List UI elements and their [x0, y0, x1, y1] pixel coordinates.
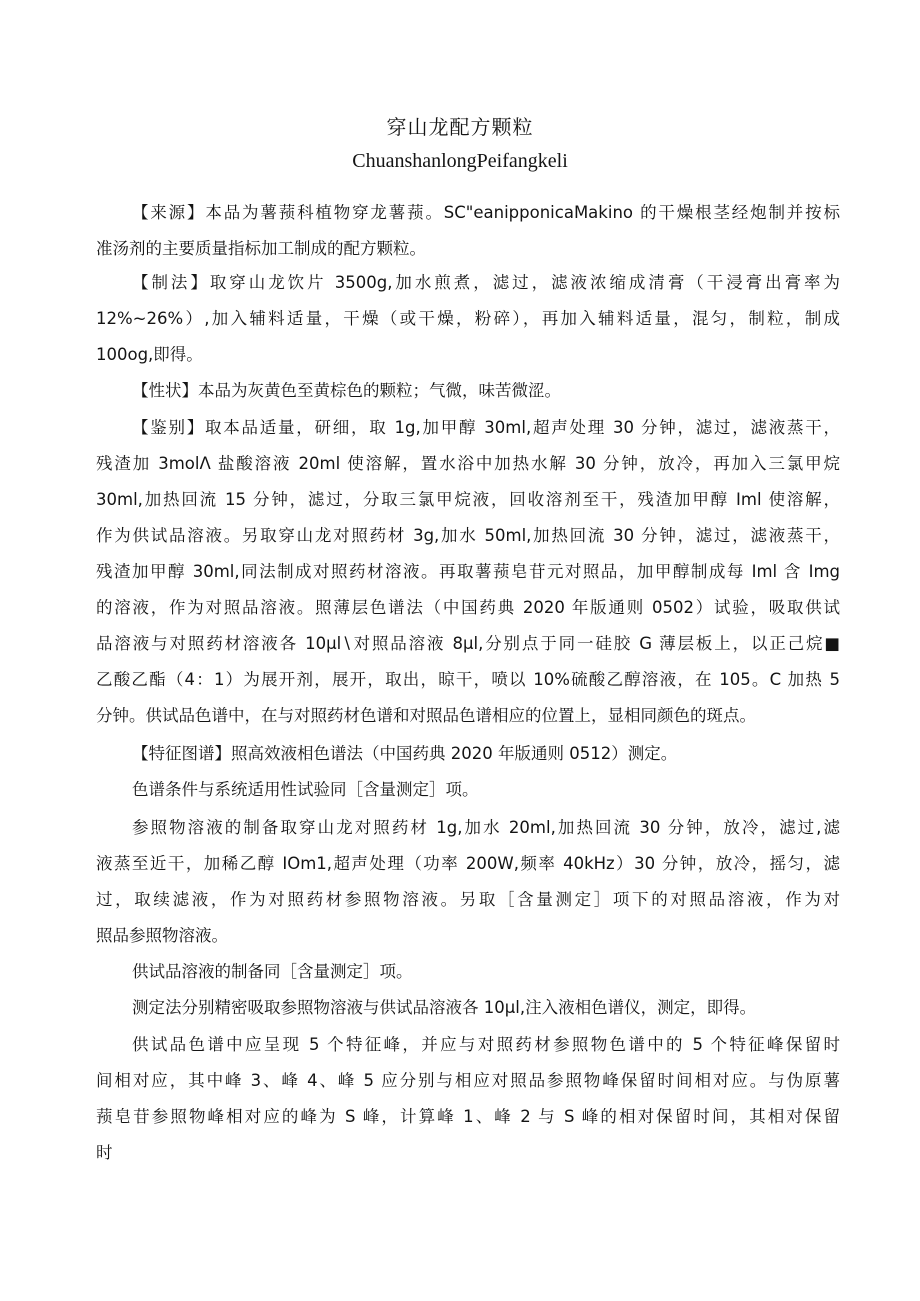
text-line: 残渣加 3molΛ 盐酸溶液 20ml 使溶解，置水浴中加热水解 30 分钟，放冷，再加入三氯甲烷 — [96, 454, 840, 473]
text-line: 【鉴别】取本品适量，研细，取 1g,加甲醇 30ml,超声处理 30 分钟，滤过，滤液蒸干， — [132, 418, 840, 437]
text-line: 供试品色谱中应呈现 5 个特征峰，并应与对照药材参照物色谱中的 5 个特征峰保留时 — [132, 1035, 840, 1054]
text-line: 测定法分别精密吸取参照物溶液与供试品溶液各 10μl,注入液相色谱仪，测定，即得。 — [132, 998, 757, 1017]
text-line: 色谱条件与系统适用性试验同［含量测定］项。 — [132, 780, 479, 799]
paragraph-identification — [96, 410, 840, 734]
text-line: 【特征图谱】照高效液相色谱法（中国药典 2020 年版通则 0512）测定。 — [132, 744, 678, 763]
text-line: 100og,即得。 — [96, 345, 203, 364]
text-line: 供试品溶液的制备同［含量测定］项。 — [132, 962, 413, 981]
paragraph-description — [96, 373, 840, 409]
text-line: 残渣加甲醇 30ml,同法制成对照药材溶液。再取薯蓣皂苷元对照品，加甲醇制成每 Iml 含 Img — [96, 562, 840, 581]
text-line: 的溶液，作为对照品溶液。照薄层色谱法（中国药典 2020 年版通则 0502）试验，吸取供试 — [96, 598, 840, 617]
text-line: 间相对应，其中峰 3、峰 4、峰 5 应分别与相应对照品参照物峰保留时间相对应。与伪原薯 — [96, 1071, 840, 1090]
text-line: 【性状】本品为灰黄色至黄棕色的颗粒；气微，味苦微涩。 — [132, 381, 561, 400]
paragraph-source — [96, 195, 840, 267]
text-line: 液蒸至近干，加稀乙醇 IOm1,超声处理（功率 200W,频率 40kHz）30 分钟，放冷，摇匀，滤 — [96, 854, 840, 873]
text-line: 【制法】取穿山龙饮片 3500g,加水煎煮，滤过，滤液浓缩成清膏（干浸膏出膏率为 — [132, 273, 840, 292]
text-line: 作为供试品溶液。另取穿山龙对照药材 3g,加水 50ml,加热回流 30 分钟，滤过，滤液蒸干， — [96, 526, 840, 545]
text-line: 时 — [96, 1143, 113, 1162]
text-line: 蓣皂苷参照物峰相对应的峰为 S 峰，计算峰 1、峰 2 与 S 峰的相对保留时间，其相对保留 — [96, 1107, 840, 1126]
document-title-pinyin: ChuanshanlongPeifangkeli — [352, 150, 568, 172]
paragraph-peaks — [96, 1027, 840, 1171]
paragraph-preparation — [96, 265, 840, 373]
text-line: 品溶液与对照药材溶液各 10μl∖对照品溶液 8μl,分别点于同一硅胶 G 薄层板上，以正己烷■ — [96, 634, 840, 653]
text-line: 【来源】本品为薯蓣科植物穿龙薯蓣。SC"eanipponicaMakino 的干燥根茎经炮制并按标 — [132, 203, 840, 222]
text-line: 准汤剂的主要质量指标加工制成的配方颗粒。 — [96, 239, 426, 258]
text-line: 12%~26%）,加入辅料适量，干燥（或干燥，粉碎），再加入辅料适量，混匀，制粒，制成 — [96, 309, 840, 328]
text-line: 乙酸乙酯（4：1）为展开剂，展开，取出，晾干，喷以 10%硫酸乙醇溶液，在 105。C 加热 5 — [96, 670, 840, 689]
text-line: 过，取续滤液，作为对照药材参照物溶液。另取［含量测定］项下的对照品溶液，作为对 — [96, 890, 840, 909]
text-line: 30ml,加热回流 15 分钟，滤过，分取三氯甲烷液，回收溶剂至干，残渣加甲醇 Iml 使溶解， — [96, 490, 840, 509]
text-line: 参照物溶液的制备取穿山龙对照药材 1g,加水 20ml,加热回流 30 分钟，放冷，滤过,滤 — [132, 818, 840, 837]
paragraph-test-solution — [96, 954, 840, 990]
text-line: 照品参照物溶液。 — [96, 926, 228, 945]
paragraph-chromatographic-conditions — [96, 772, 840, 808]
paragraph-fingerprint — [96, 736, 840, 772]
document-title-chinese: 穿山龙配方颗粒 — [386, 115, 534, 139]
text-line: 分钟。供试品色谱中，在与对照药材色谱和对照品色谱相应的位置上，显相同颜色的斑点。 — [96, 706, 756, 725]
paragraph-procedure — [96, 990, 840, 1026]
paragraph-reference-solution — [96, 810, 840, 954]
